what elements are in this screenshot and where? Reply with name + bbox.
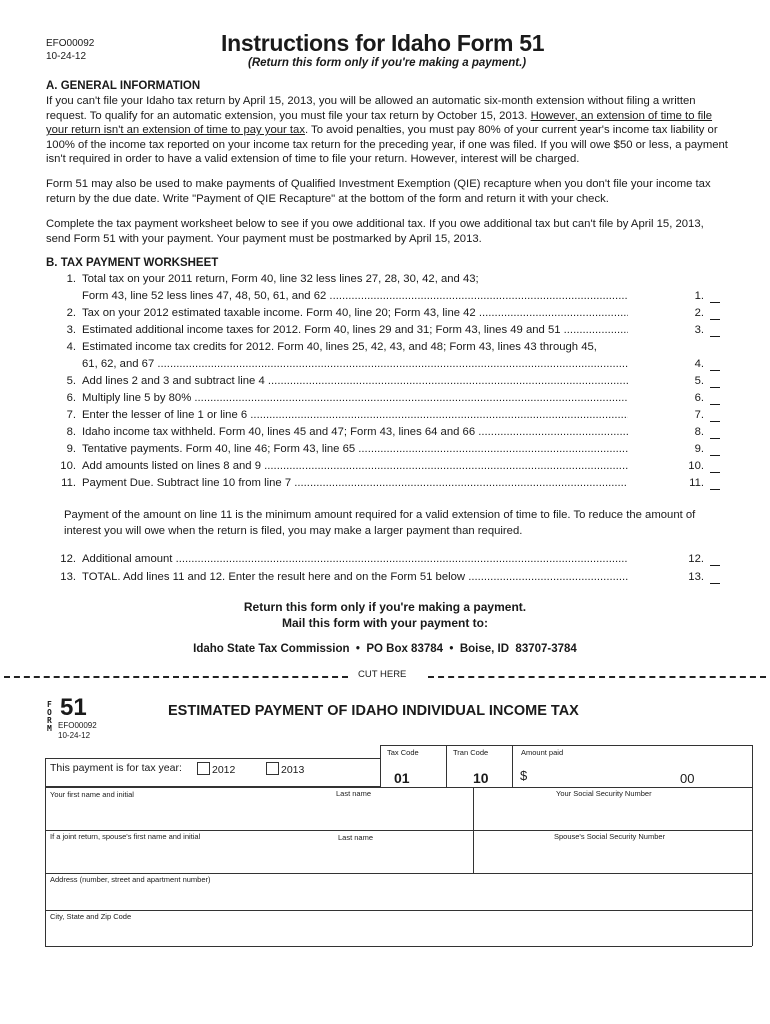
worksheet-line-4 — [58, 356, 720, 373]
return-note: Return this form only if you're making a payment. — [243, 600, 527, 614]
line-13-amount[interactable] — [710, 583, 720, 584]
grid-line — [446, 745, 447, 788]
line-10-amount[interactable] — [710, 472, 720, 473]
line-ref: 11. — [628, 475, 704, 492]
last-name-label: Last name — [336, 789, 372, 798]
general-info-text: If you can't file your Idaho tax return by April 15, 2013, you will be allowed an automatic six-month extension without filing a written request. To qualify for an automatic extension, you must file your tax return by October 15, 2013. — [46, 95, 696, 122]
grid-line — [45, 946, 752, 947]
spouse-ssn-field[interactable] — [476, 843, 750, 871]
grid-line — [512, 745, 513, 788]
worksheet-line-13 — [58, 569, 720, 586]
year-2013-checkbox[interactable] — [266, 762, 279, 775]
year-2013-option[interactable] — [266, 762, 304, 776]
worksheet-line-6 — [58, 390, 720, 407]
line-text: 61, 62, and 67 ..... — [82, 356, 628, 373]
line-6-amount[interactable] — [710, 404, 720, 405]
line-3-amount[interactable] — [710, 336, 720, 337]
general-info-text: . To avoid penalties, you must pay 80% of your current year's income tax liability or 100% of the income tax reported on your income tax return for the preceding year, if one was filed. If you will owe $50 or less, a payment isn't required in order to have a valid extension of time to file your return. However, interest will be charged. — [46, 124, 728, 166]
grid-line — [752, 745, 753, 788]
city-state-zip-label: City, State and Zip Code — [50, 912, 132, 921]
grid-line — [45, 830, 752, 831]
worksheet-line-10 — [58, 458, 720, 475]
line-text: Additional amount ..... — [82, 551, 628, 568]
line-ref: 6. — [628, 390, 704, 407]
year-2012-checkbox[interactable] — [197, 762, 210, 775]
grid-line — [45, 910, 752, 911]
line-number: 7. — [66, 409, 76, 421]
voucher-date: 10-24-12 — [58, 731, 91, 740]
spouse-name-field[interactable] — [48, 843, 472, 871]
line-ref: 7. — [628, 407, 704, 424]
form-date: 10-24-12 — [46, 51, 87, 62]
line-number: 6. — [66, 392, 76, 404]
tax-code-value: 01 — [394, 770, 410, 786]
line-number: 13. — [60, 571, 76, 583]
line-ref: 3. — [628, 322, 704, 339]
page-title: Instructions for Idaho Form 51 — [221, 30, 545, 56]
grid-line — [752, 787, 753, 946]
worksheet-line-5 — [58, 373, 720, 390]
spouse-first-name-label: If a joint return, spouse's first name and initial — [50, 832, 201, 841]
line-5-amount[interactable] — [710, 387, 720, 388]
mailing-address: Idaho State Tax Commission • PO Box 83784 • Boise, ID 83707-3784 — [193, 643, 577, 655]
voucher-code: EFO00092 — [58, 721, 97, 730]
line-number: 8. — [66, 426, 76, 438]
dollar-sign: $ — [520, 768, 528, 783]
worksheet-line-9 — [58, 441, 720, 458]
line-text: Add lines 2 and 3 and subtract line 4 ..... — [82, 373, 628, 390]
grid-line — [45, 787, 752, 788]
line-text: Total tax on your 2011 return, Form 40, line 32 less lines 27, 28, 30, 42, and 43; — [82, 273, 479, 285]
line-ref: 12. — [628, 551, 704, 568]
grid-line — [380, 745, 752, 746]
cut-line-right — [428, 676, 766, 678]
form-letter: O — [47, 708, 52, 717]
extension-warning: However, an extension of time to file your return isn't an extension of time to pay your tax — [46, 109, 713, 137]
cut-here-label: CUT HERE — [358, 669, 407, 680]
line-number: 9. — [66, 443, 76, 455]
line-number: 4. — [66, 341, 76, 353]
general-info-paragraph-2: Form 51 may also be used to make payments of Qualified Investment Exemption (QIE) recapture when you don't file your income tax return by the due date. Write "Payment of QIE Recapture" at the bottom of the form and return it with your check. — [46, 178, 711, 205]
worksheet-line-1 — [58, 288, 720, 305]
minimum-payment-note: Payment of the amount on line 11 is the minimum amount required for a valid extension of time to file. To reduce the amount of interest you will owe when the return is filed, you may make a larger payment than required. — [64, 509, 696, 537]
general-info-paragraph-3: Complete the tax payment worksheet below to see if you owe additional tax. If you owe additional tax but can't file by April 15, 2013, send Form 51 with your payment. Your payment must be postmarked by April 15, 2013. — [46, 218, 704, 245]
line-text: Estimated additional income taxes for 2012. Form 40, lines 29 and 31; Form 43, lines 49 and 51 ..... — [82, 322, 628, 339]
worksheet-line-2 — [58, 305, 720, 322]
line-number: 12. — [60, 553, 76, 565]
amount-paid-field[interactable] — [523, 769, 673, 785]
form-letter: R — [47, 716, 52, 725]
line-12-amount[interactable] — [710, 565, 720, 566]
mail-instruction: Mail this form with your payment to: — [281, 616, 488, 630]
first-name-label: Your first name and initial — [50, 790, 134, 799]
line-text: Form 43, line 52 less lines 47, 48, 50, 61, and 62 ..... — [82, 288, 628, 305]
page-subtitle: (Return this form only if you're making a payment.) — [248, 57, 527, 69]
worksheet-line-11 — [58, 475, 720, 492]
tax-year-label: This payment is for tax year: — [50, 762, 182, 774]
line-2-amount[interactable] — [710, 319, 720, 320]
voucher-title: ESTIMATED PAYMENT OF IDAHO INDIVIDUAL INCOME TAX — [168, 703, 579, 719]
form-letter: M — [47, 724, 52, 733]
line-number: 1. — [66, 273, 76, 285]
ssn-label: Your Social Security Number — [556, 789, 652, 798]
line-number: 2. — [66, 307, 76, 319]
line-text: Tax on your 2012 estimated taxable income. Form 40, line 20; Form 43, line 42 ..... — [82, 305, 628, 322]
line-ref: 1. — [628, 288, 704, 305]
form-vertical-label — [47, 701, 52, 733]
year-2012-label: 2012 — [212, 764, 236, 776]
line-ref: 8. — [628, 424, 704, 441]
grid-line — [45, 873, 752, 874]
line-11-amount[interactable] — [710, 489, 720, 490]
line-7-amount[interactable] — [710, 421, 720, 422]
address-label: Address (number, street and apartment number) — [50, 875, 211, 884]
cents-value: 00 — [680, 771, 695, 786]
line-ref: 13. — [628, 569, 704, 586]
line-number: 3. — [66, 324, 76, 336]
cut-line-left — [4, 676, 348, 678]
tran-code-value: 10 — [473, 770, 489, 786]
line-9-amount[interactable] — [710, 455, 720, 456]
amount-paid-label: Amount paid — [521, 748, 564, 757]
line-text: Tentative payments. Form 40, line 46; Form 43, line 65 ..... — [82, 441, 628, 458]
line-text: Estimated income tax credits for 2012. Form 40, lines 25, 42, 43, and 48; Form 43, lines 43 through 45, — [82, 341, 597, 353]
spouse-last-name-label: Last name — [338, 833, 374, 842]
line-ref: 2. — [628, 305, 704, 322]
line-number: 11. — [61, 477, 76, 489]
form-code: EFO00092 — [46, 38, 95, 49]
line-text: Enter the lesser of line 1 or line 6 ..... — [82, 407, 628, 424]
line-text: TOTAL. Add lines 11 and 12. Enter the result here and on the Form 51 below ..... — [82, 569, 628, 586]
line-number: 10. — [60, 460, 76, 472]
name-field[interactable] — [48, 800, 472, 828]
general-info-heading: A. GENERAL INFORMATION — [46, 80, 201, 92]
voucher-form-number: 51 — [60, 694, 87, 721]
general-info-paragraph-1 — [46, 94, 730, 167]
tax-code-label: Tax Code — [387, 748, 419, 757]
worksheet-line-4a — [58, 339, 720, 356]
line-ref: 4. — [628, 356, 704, 373]
line-ref: 5. — [628, 373, 704, 390]
worksheet-line-12 — [58, 551, 720, 568]
line-text: Multiply line 5 by 80% ..... — [82, 390, 628, 407]
tran-code-label: Tran Code — [453, 748, 489, 757]
address-field[interactable] — [48, 885, 750, 908]
worksheet-line-7 — [58, 407, 720, 424]
line-1-amount[interactable] — [710, 302, 720, 303]
line-4-amount[interactable] — [710, 370, 720, 371]
grid-line — [45, 787, 46, 946]
worksheet-line-3 — [58, 322, 720, 339]
city-state-zip-field[interactable] — [48, 922, 750, 944]
year-2012-option[interactable] — [197, 762, 235, 776]
worksheet-line-1a — [58, 271, 720, 288]
line-text: Idaho income tax withheld. Form 40, lines 45 and 47; Form 43, lines 64 and 66 ..... — [82, 424, 628, 441]
worksheet-line-8 — [58, 424, 720, 441]
form-letter: F — [47, 700, 52, 709]
ssn-field[interactable] — [476, 800, 750, 828]
line-8-amount[interactable] — [710, 438, 720, 439]
worksheet-heading: B. TAX PAYMENT WORKSHEET — [46, 257, 219, 269]
year-2013-label: 2013 — [281, 764, 305, 776]
line-number: 5. — [66, 375, 76, 387]
line-ref: 10. — [628, 458, 704, 475]
line-ref: 9. — [628, 441, 704, 458]
spouse-ssn-label: Spouse's Social Security Number — [554, 832, 666, 841]
line-text: Payment Due. Subtract line 10 from line 7 ..... — [82, 475, 628, 492]
line-text: Add amounts listed on lines 8 and 9 ..... — [82, 458, 628, 475]
